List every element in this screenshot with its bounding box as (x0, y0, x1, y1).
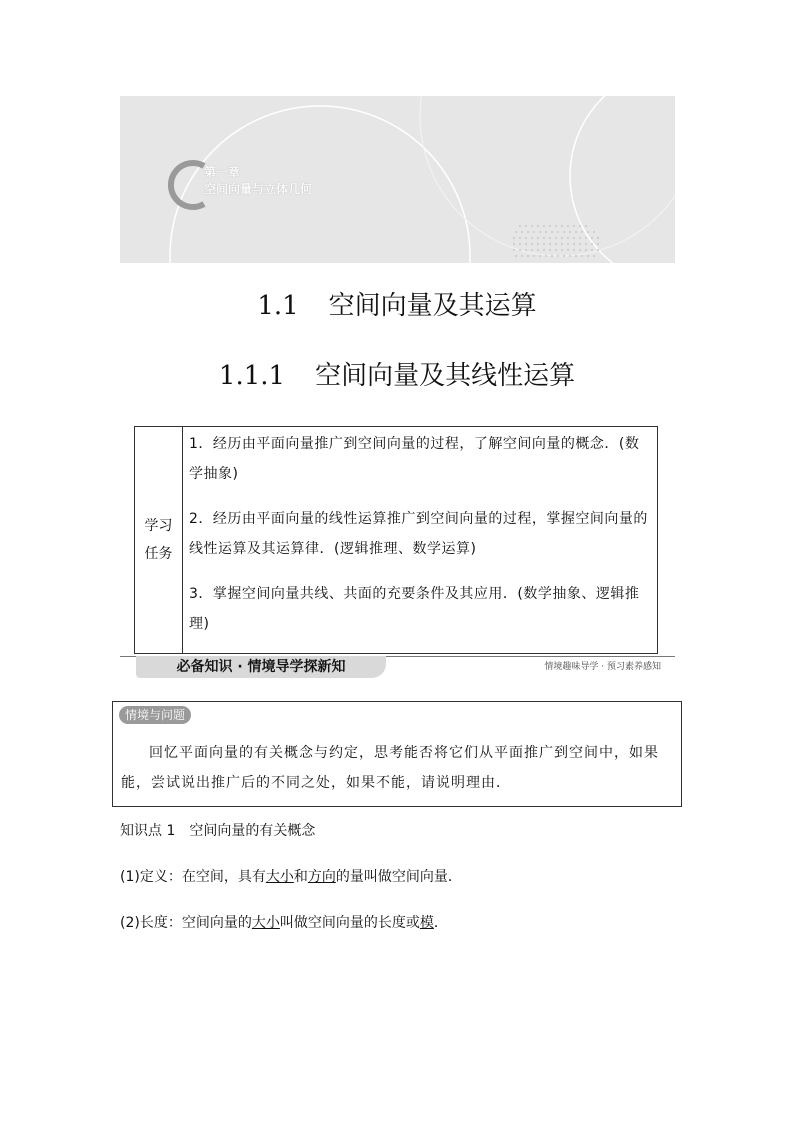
chapter-number: 第一章 (204, 165, 241, 179)
chapter-banner (120, 96, 675, 263)
task-item: 3．掌握空间向量共线、共面的充要条件及其应用．(数学抽象、逻辑推理) (189, 586, 640, 632)
learning-tasks-list (189, 429, 651, 654)
subsection-name: 空间向量及其线性运算 (315, 361, 576, 391)
section-bar-subtitle: 情境趣味导学 · 预习素养感知 (544, 662, 661, 672)
definition-text: ． (433, 915, 448, 931)
blank-answer: 大小 (265, 869, 294, 885)
definition-line (120, 865, 462, 889)
learning-tasks-label (135, 427, 183, 653)
section-bar (120, 654, 675, 678)
section-bar-label: 必备知识 · 情境导学探新知 (136, 656, 386, 678)
section-title (0, 286, 794, 326)
definition-text: (1)定义：在空间，具有 (120, 869, 266, 885)
blank-answer: 模 (419, 915, 434, 931)
definition-text: 和 (293, 869, 308, 885)
chapter-title: 空间向量与立体几何 (204, 182, 313, 196)
section-number: 1.1 (257, 291, 299, 321)
subsection-title (0, 356, 794, 396)
section-name: 空间向量及其运算 (328, 291, 537, 321)
knowledge-point-heading (120, 819, 315, 843)
knowledge-point-label: 知识点 1 (120, 823, 176, 839)
scenario-text: 回忆平面向量的有关概念与约定，思考能否将它们从平面推广到空间中，如果能，尝试说出推广后的不同之处，如果不能，请说明理由． (121, 745, 659, 791)
length-line (120, 911, 448, 935)
task-item: 1．经历由平面向量推广到空间向量的过程，了解空间向量的概念．(数学抽象) (189, 436, 640, 482)
definition-text: 叫做空间向量的长度或 (279, 915, 420, 931)
task-item: 2．经历由平面向量的线性运算推广到空间向量的过程，掌握空间向量的线性运算及其运算律．(逻辑推理、数学运算) (189, 511, 648, 557)
definition-text: (2)长度：空间向量的 (120, 915, 252, 931)
learning-tasks-label-text: 学习任务 (144, 518, 173, 562)
definition-text: 的量叫做空间向量． (335, 869, 462, 885)
blank-answer: 大小 (251, 915, 280, 931)
scenario-tag: 情境与问题 (119, 706, 191, 724)
scenario-box (112, 701, 682, 807)
learning-tasks-table (134, 426, 658, 654)
chapter-heading (204, 164, 312, 198)
knowledge-point-title: 空间向量的有关概念 (189, 823, 316, 839)
blank-answer: 方向 (307, 869, 336, 885)
subsection-number: 1.1.1 (218, 361, 286, 391)
